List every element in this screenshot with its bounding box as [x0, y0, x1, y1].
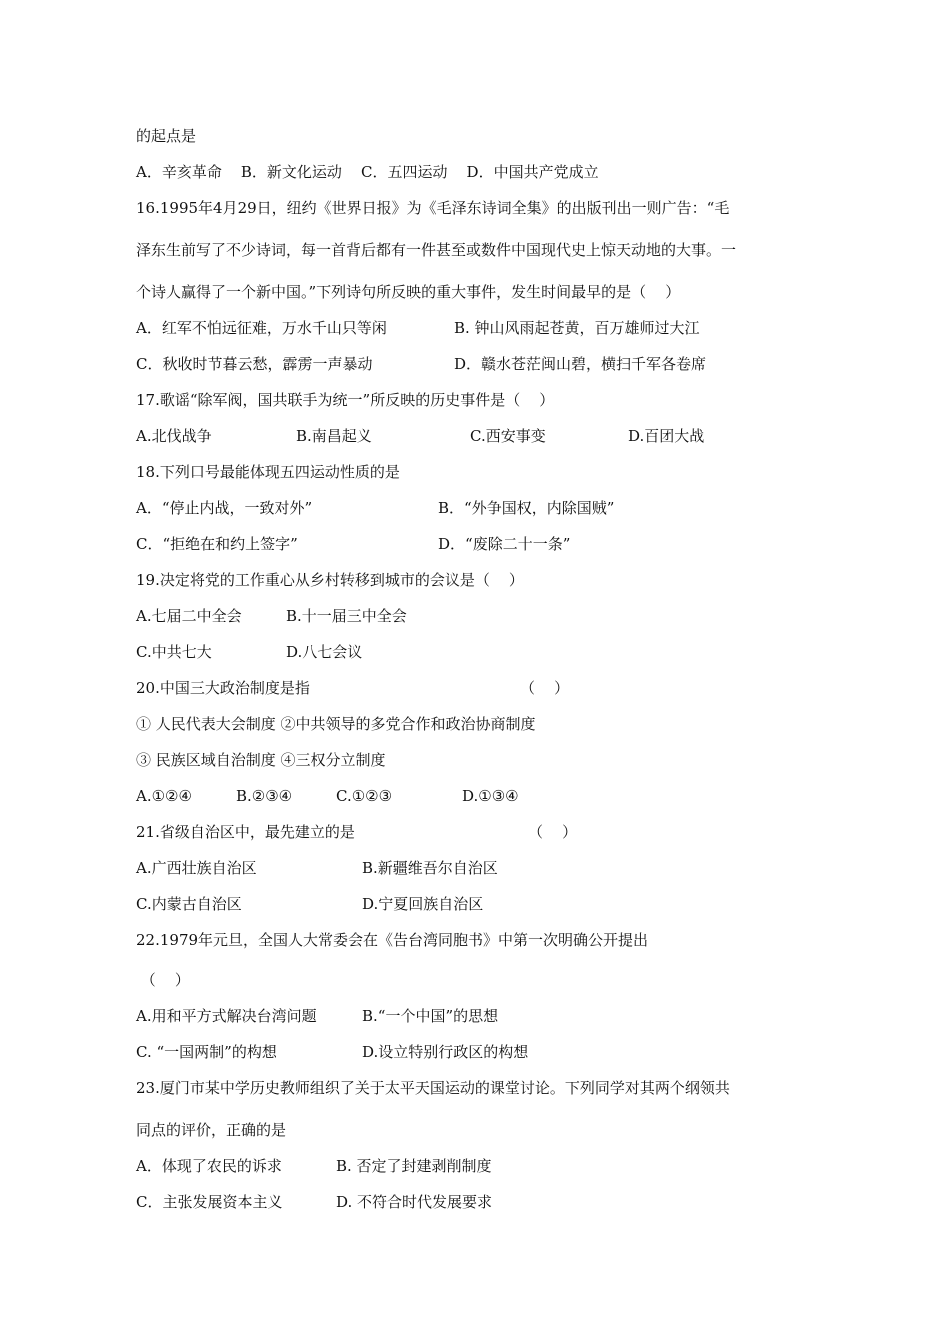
q20-item-line2: ③ 民族区域自治制度 ④三权分立制度: [136, 751, 386, 769]
q23-stem-line1: 23.厦门市某中学历史教师组织了关于太平天国运动的课堂讨论。下列同学对其两个纲领共: [136, 1079, 730, 1097]
q21-answer-blank: （ ）: [528, 823, 578, 841]
q22-answer-blank: （ ）: [136, 971, 190, 989]
q20-item-line1: ① 人民代表大会制度 ②中共领导的多党合作和政治协商制度: [136, 715, 536, 733]
q15-options: A．辛亥革命 B．新文化运动 C．五四运动 D．中国共产党成立: [136, 163, 599, 181]
q22-option-d: D.设立特别行政区的构想: [362, 1043, 529, 1061]
q19-option-d: D.八七会议: [286, 643, 363, 661]
q20-stem: 20.中国三大政治制度是指: [136, 679, 310, 697]
q18-option-a: A．“停止内战，一致对外”: [136, 499, 313, 517]
q20-option-a: A.①②④: [136, 787, 192, 805]
q22-option-c: C. “一国两制”的构想: [136, 1043, 277, 1061]
q19-option-c: C.中共七大: [136, 643, 212, 661]
q17-option-b: B.南昌起义: [296, 427, 372, 445]
q21-option-c: C.内蒙古自治区: [136, 895, 242, 913]
q21-option-d: D.宁夏回族自治区: [362, 895, 484, 913]
q23-option-c: C．主张发展资本主义: [136, 1193, 283, 1211]
q21-stem: 21.省级自治区中，最先建立的是: [136, 823, 355, 841]
q17-option-c: C.西安事变: [470, 427, 546, 445]
q23-option-d: D. 不符合时代发展要求: [336, 1193, 493, 1211]
q22-option-b: B.“一个中国”的思想: [362, 1007, 499, 1025]
q20-option-b: B.②③④: [236, 787, 293, 805]
q16-stem-line3: 个诗人赢得了一个新中国。”下列诗句所反映的重大事件，发生时间最早的是（ ）: [136, 283, 681, 301]
q23-option-b: B. 否定了封建剥削制度: [336, 1157, 492, 1175]
q17-option-d: D.百团大战: [628, 427, 705, 445]
q19-option-a: A.七届二中全会: [136, 607, 242, 625]
q17-option-a: A.北伐战争: [136, 427, 212, 445]
q18-stem: 18.下列口号最能体现五四运动性质的是: [136, 463, 400, 481]
q23-stem-line2: 同点的评价，正确的是: [136, 1121, 287, 1139]
q20-option-c: C.①②③: [336, 787, 393, 805]
q23-option-a: A．体现了农民的诉求: [136, 1157, 282, 1175]
q21-option-a: A.广西壮族自治区: [136, 859, 257, 877]
q16-option-c: C．秋收时节暮云愁，霹雳一声暴动: [136, 355, 373, 373]
q16-stem-line2: 泽东生前写了不少诗词，每一首背后都有一件甚至或数件中国现代史上惊天动地的大事。一: [136, 241, 737, 259]
q19-stem: 19.决定将党的工作重心从乡村转移到城市的会议是（ ）: [136, 571, 524, 589]
q17-stem: 17.歌谣“除军阀，国共联手为统一”所反映的历史事件是（ ）: [136, 391, 555, 409]
q18-option-d: D．“废除二十一条”: [438, 535, 571, 553]
q15-stem-end: 的起点是: [136, 127, 197, 145]
q20-answer-blank: （ ）: [520, 679, 570, 697]
q18-option-c: C．“拒绝在和约上签字”: [136, 535, 298, 553]
q19-option-b: B.十一届三中全会: [286, 607, 407, 625]
q16-option-b: B. 钟山风雨起苍黄，百万雄师过大江: [454, 319, 700, 337]
q18-option-b: B．“外争国权，内除国贼”: [438, 499, 615, 517]
q16-option-d: D．赣水苍茫闽山碧，横扫千军各卷席: [454, 355, 707, 373]
q20-option-d: D.①③④: [462, 787, 519, 805]
q21-option-b: B.新疆维吾尔自治区: [362, 859, 498, 877]
q16-stem-line1: 16.1995年4月29日，纽约《世界日报》为《毛泽东诗词全集》的出版刊出一则广告：“毛: [136, 199, 730, 217]
q16-option-a: A．红军不怕远征难，万水千山只等闲: [136, 319, 387, 337]
q22-stem: 22.1979年元旦，全国人大常委会在《告台湾同胞书》中第一次明确公开提出: [136, 931, 649, 949]
q22-option-a: A.用和平方式解决台湾问题: [136, 1007, 317, 1025]
